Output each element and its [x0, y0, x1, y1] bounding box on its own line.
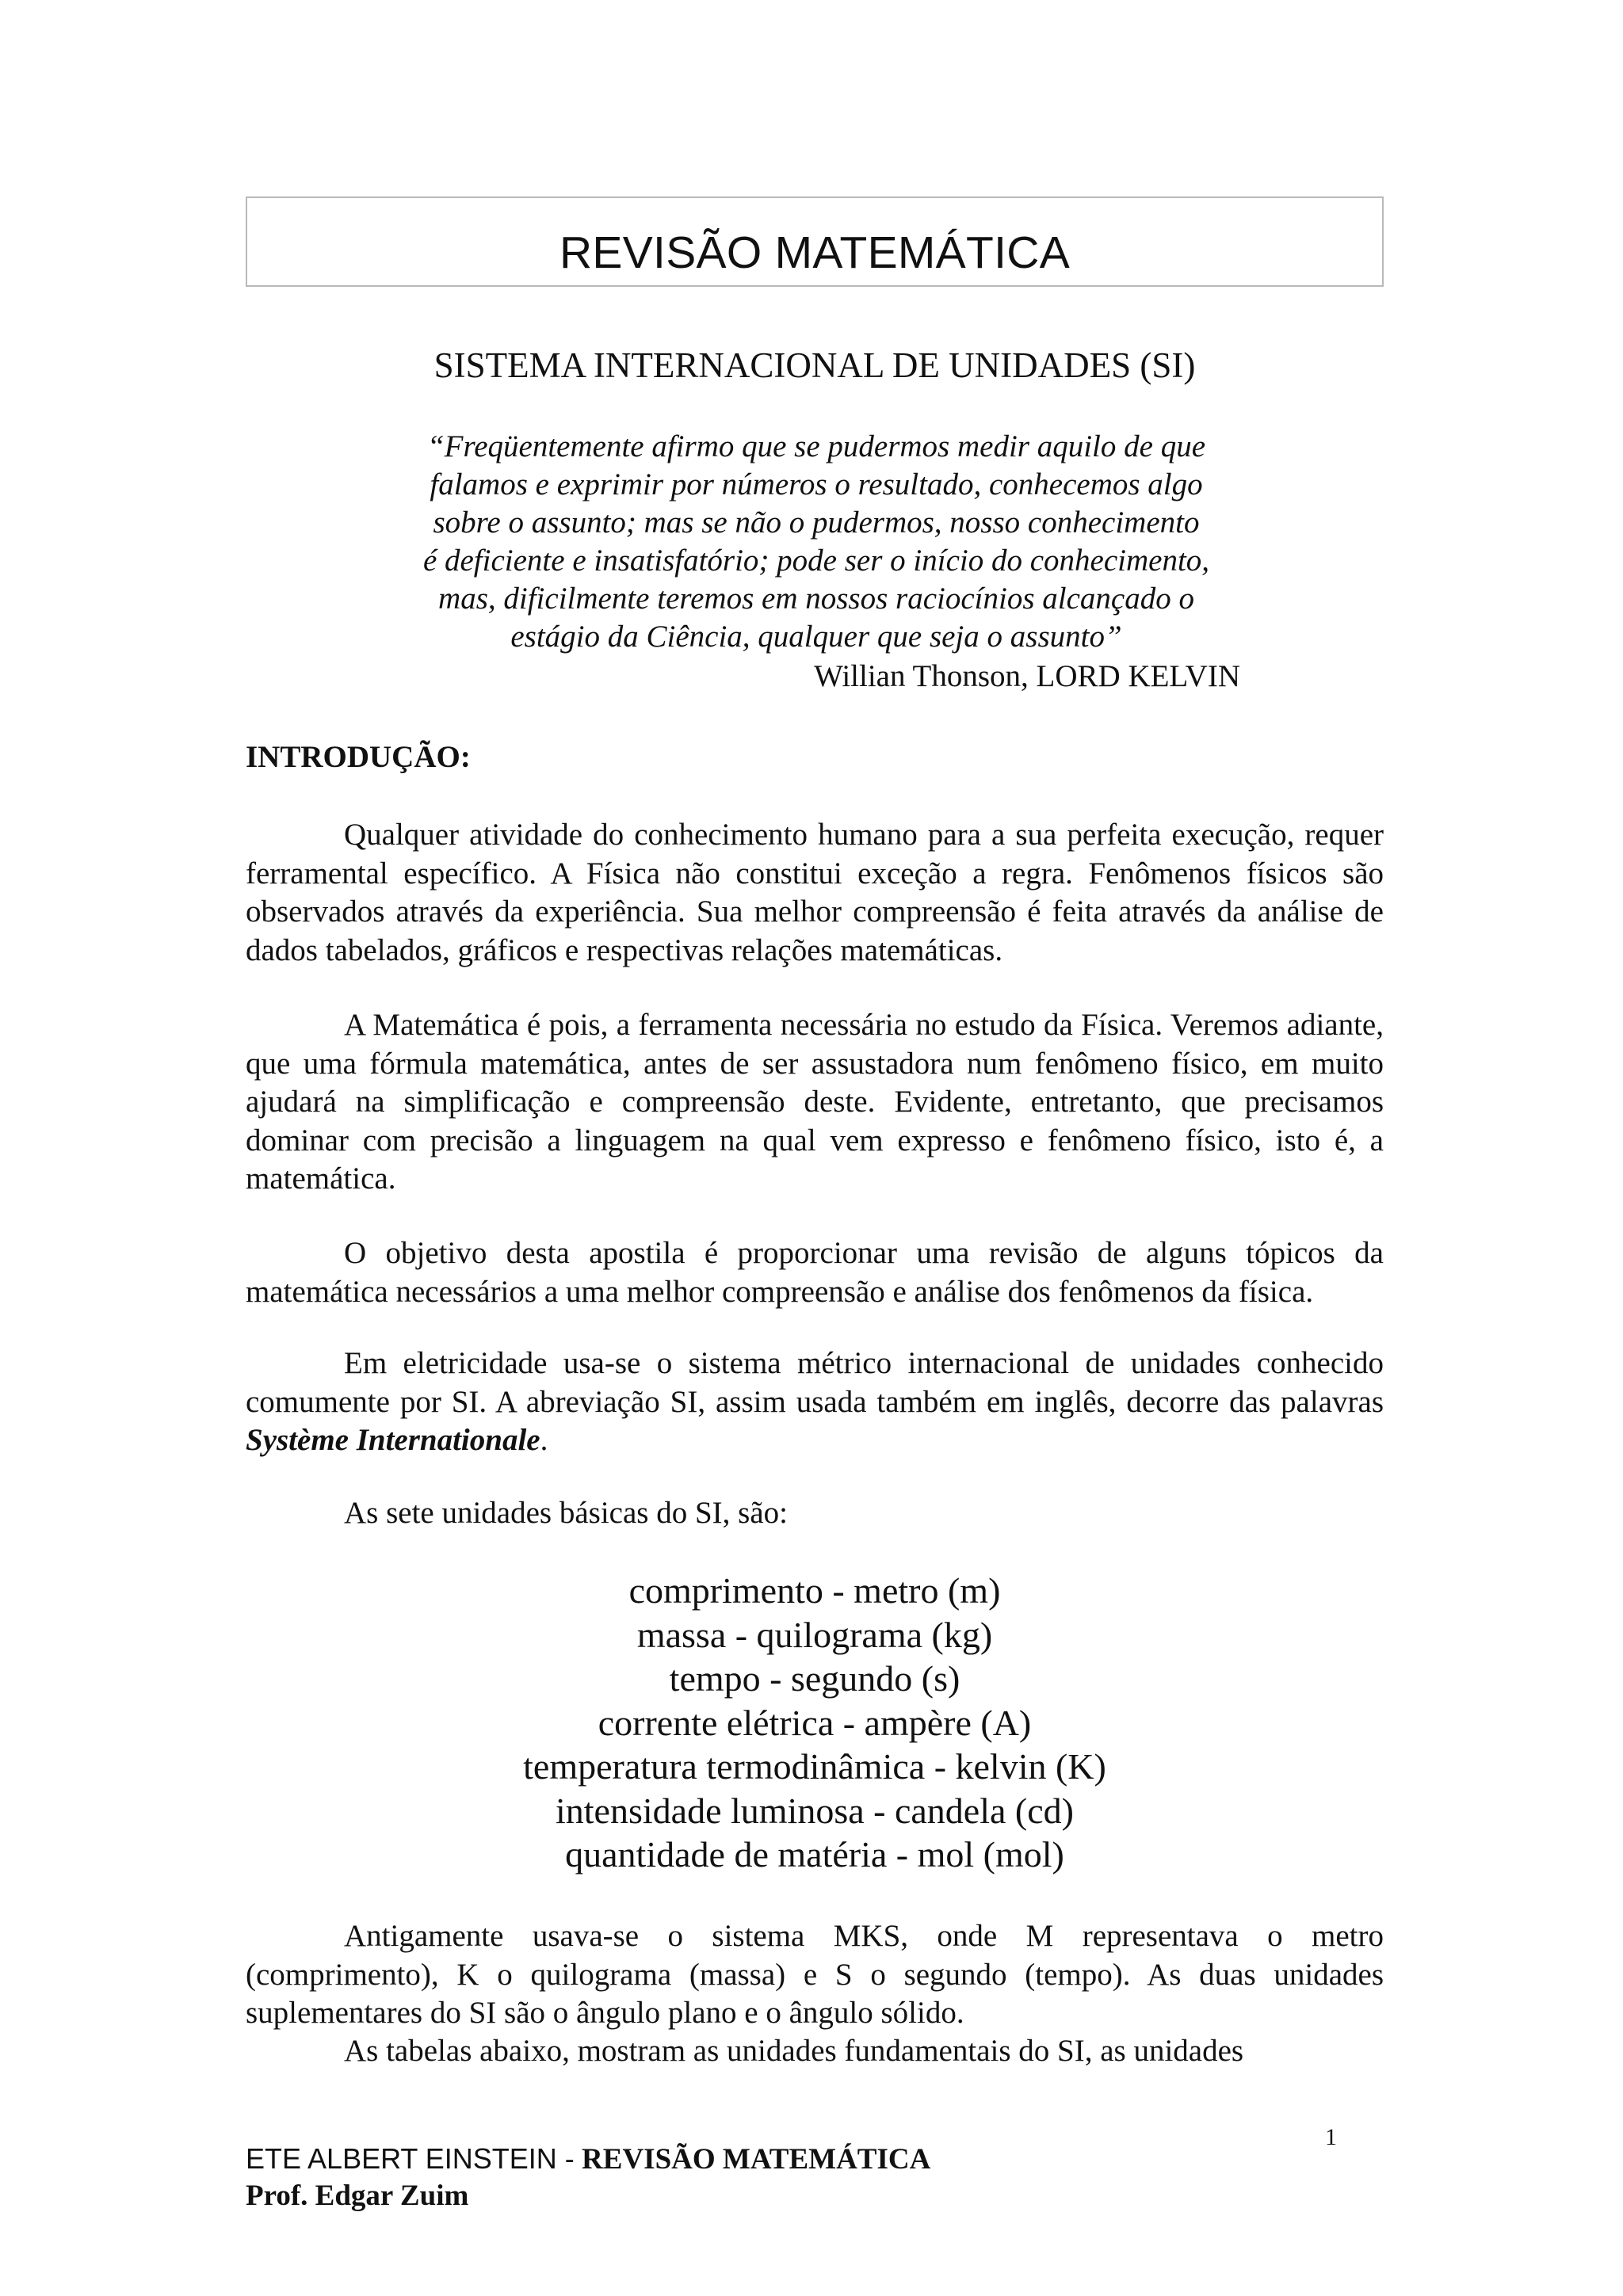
paragraph-6: Antigamente usava-se o sistema MKS, onde M representava o metro (comprimento), K o quilograma (massa) e S o segundo (tempo). As duas unidades suplementares do SI são o ângulo plano e o ângulo sólido. — [246, 1919, 1384, 2030]
quote-line: “Freqüentemente afirmo que se pudermos medir aquilo de que — [426, 429, 1206, 463]
systeme-internationale-emphasis: Système Internationale — [246, 1423, 540, 1457]
quote-author: Willian Thonson, LORD KELVIN — [814, 659, 1240, 693]
footer-school: ETE ALBERT EINSTEIN - — [246, 2142, 575, 2175]
paragraph-7: As tabelas abaixo, mostram as unidades fundamentais do SI, as unidades — [344, 2034, 1244, 2068]
unit-item: comprimento - metro (m) — [628, 1570, 1001, 1611]
footer-course: REVISÃO MATEMÁTICA — [582, 2143, 931, 2176]
paragraph-2: A Matemática é pois, a ferramenta necessária no estudo da Física. Veremos adiante, que uma fórmula matemática, antes de ser assustadora num fenômeno físico, em muito ajudará na simplificação e compreensão deste. Evidente, entretanto, que precisamos dominar com precisão a linguagem na qual vem expresso e fenômeno físico, isto é, a matemática. — [246, 1008, 1384, 1196]
paragraph-4 — [246, 1344, 1384, 1460]
paragraph-4-text: Em eletricidade usa-se o sistema métrico internacional de unidades conhecido comumente por SI. A abreviação SI, assim usada também em inglês, decorre das palavras — [246, 1346, 1384, 1419]
paragraph-1: Qualquer atividade do conhecimento humano para a sua perfeita execução, requer ferramental específico. A Física não constitui exceção a regra. Fenômenos físicos são observados através da experiência. Sua melhor compreensão é feita através da análise de dados tabelados, gráficos e respectivas relações matemáticas. — [246, 818, 1384, 967]
page-number: 1 — [1325, 2124, 1337, 2150]
quote-line: é deficiente e insatisfatório; pode ser o início do conhecimento, — [422, 543, 1210, 578]
unit-item: intensidade luminosa - candela (cd) — [556, 1790, 1074, 1831]
quote-line: estágio da Ciência, qualquer que seja o assunto” — [510, 620, 1122, 654]
unit-item: tempo - segundo (s) — [669, 1658, 960, 1699]
paragraph-3: O objetivo desta apostila é proporcionar uma revisão de alguns tópicos da matemática necessários a uma melhor compreensão e análise dos fenômenos da física. — [246, 1236, 1384, 1309]
unit-item: quantidade de matéria - mol (mol) — [565, 1834, 1064, 1875]
unit-item: massa - quilograma (kg) — [636, 1614, 993, 1655]
section-heading-introducao: INTRODUÇÃO: — [246, 740, 471, 774]
quote-line: sobre o assunto; mas se não o pudermos, nosso conhecimento — [433, 505, 1200, 540]
epigraph-quote — [341, 428, 1292, 656]
footer-author: Prof. Edgar Zuim — [246, 2180, 469, 2212]
si-base-units-list — [246, 1569, 1384, 1877]
page-subtitle: SISTEMA INTERNACIONAL DE UNIDADES (SI) — [433, 345, 1196, 385]
quote-line: falamos e exprimir por números o resultado, conhecemos algo — [430, 467, 1203, 502]
paragraph-5: As sete unidades básicas do SI, são: — [344, 1496, 788, 1530]
page-title: REVISÃO MATEMÁTICA — [559, 227, 1071, 278]
unit-item: corrente elétrica - ampère (A) — [598, 1702, 1032, 1743]
unit-item: temperatura termodinâmica - kelvin (K) — [523, 1746, 1106, 1787]
paragraph-4-end: . — [540, 1423, 548, 1457]
footer-school-line — [246, 2142, 930, 2177]
quote-line: mas, dificilmente teremos em nossos raciocínios alcançado o — [438, 582, 1194, 616]
title-box — [246, 196, 1384, 287]
